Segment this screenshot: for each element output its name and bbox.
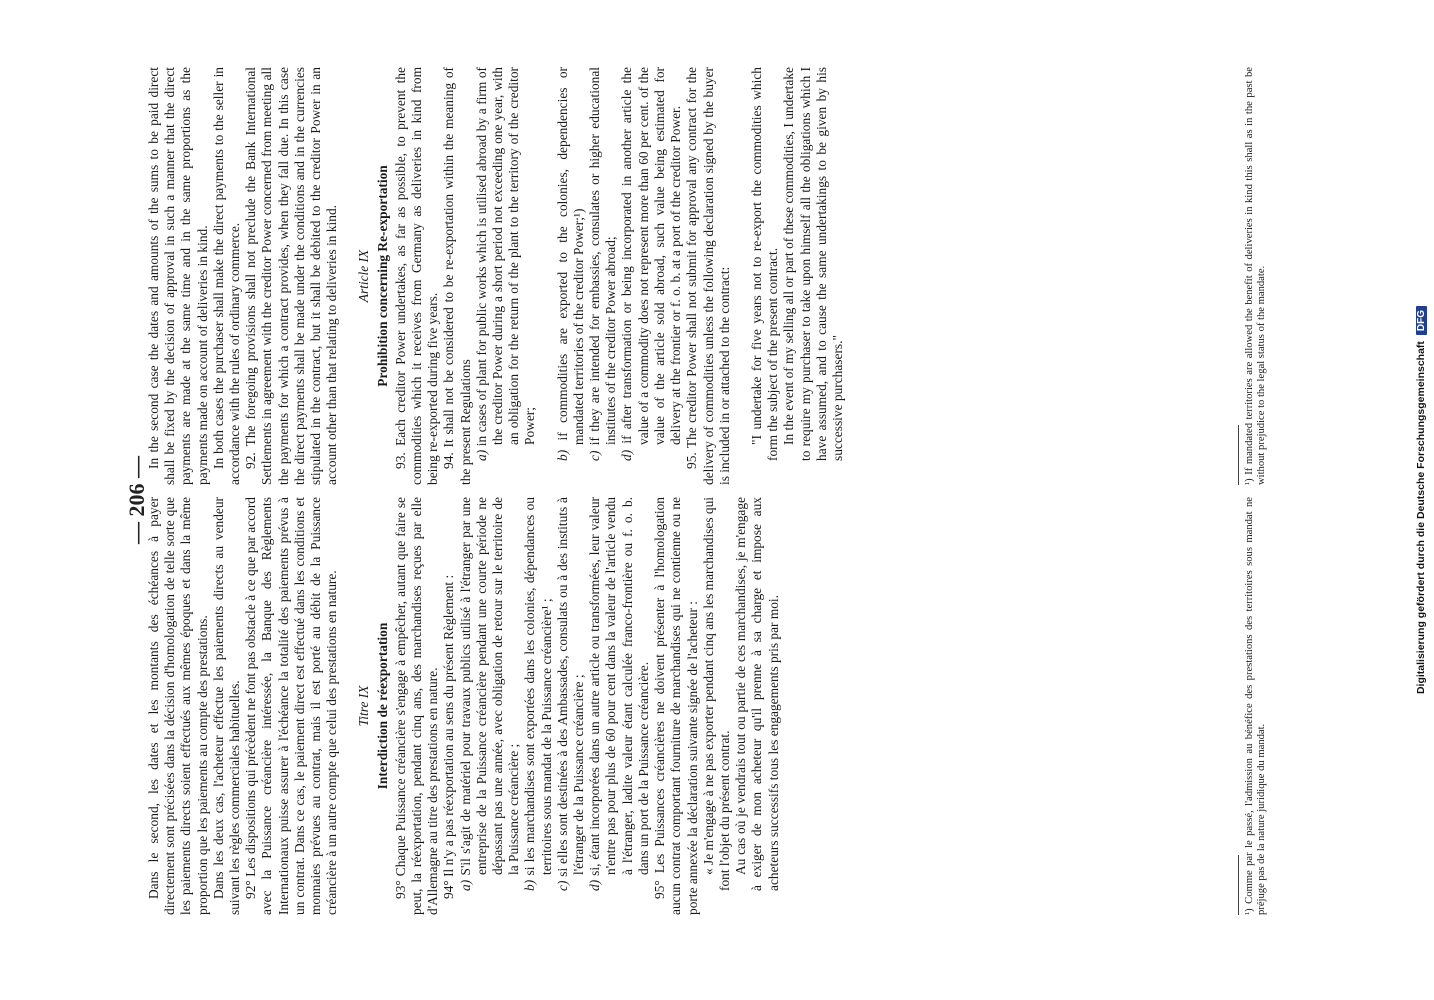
english-column	[146, 67, 1236, 485]
paragraph: 95. The creditor Power shall not submit for approval any contract for the delivery of commodities unless the following declaration signed by the buyer is included in or attached to the contract:	[684, 67, 732, 485]
paragraph: 93. Each creditor Power undertakes, as far as possible, to prevent the commodities which it receives from Germany as deliveries in kind from being re-exported during five years.	[392, 67, 441, 485]
declaration-paragraph: Au cas où je vendrais tout ou partie de ces marchandises, je m'engage à exiger de mon acheteur qu'il prenne à sa charge et impose aux acheteurs successifs tous les engagements pris par moi.	[733, 497, 781, 891]
paragraph: In both cases the purchaser shall make the direct payments to the seller in accordance with the rules of ordinary commerce.	[210, 67, 243, 485]
section-title: Titre IX	[356, 685, 372, 727]
paragraph-spacer	[539, 67, 555, 485]
item-text: in cases of plant for public works which is utilised abroad by a firm of the creditor Power during a short period not exceeding one year, with an obligation for the return of the plant to the territory of the creditor Power;	[473, 67, 538, 447]
item-text: si, étant incorporées dans un autre article ou transformées, leur valeur n'entre pas pour plus de 60 pour cent dans la valeur de l'article vendu à l'étranger, ladite valeur étant calculée franco-frontière ou f. o. b. dans un port de la Puissance créancière.	[587, 497, 651, 876]
item-text: if after transformation or being incorporated in another article the value of a commodity does not represent more than 60 per cent. of the value of the article sold abroad, such value being estimated for delivery at the frontier or f. o. b. at a port of the creditor Power.	[619, 67, 684, 445]
footnote-divider	[1238, 855, 1239, 915]
list-item	[555, 67, 587, 485]
paragraph: 92. The foregoing provisions shall not preclude the Bank International Settlements in agreement with the creditor Power concerned from meeting all the payments for which a contract provides, when they fall due. In this case the direct payments shall be made under the conditions and in the currencies stipulated in the contract, but it shall be debited to the creditor Power in an account other than that relating to deliveries in kind.	[243, 67, 340, 485]
section-heading: Interdiction de réexportation	[374, 622, 390, 790]
digitization-note	[1410, 0, 1432, 1000]
item-label: b)	[522, 879, 538, 891]
paragraph: 95° Les Puissances créancières ne doivent présenter à l'homologation aucun contrat comportant fourniture de marchandises qui ne contienne ou ne porte annexée la déclaration suivante signée de l'acheteur :	[652, 497, 700, 915]
declaration-paragraph: In the event of my selling all or part of these commodities, I undertake to require my purchaser to take upon himself all the obligations which I have assumed, and to cause the same undertakings to be given by his successive purchasers."	[781, 67, 845, 461]
item-label: c)	[587, 450, 603, 461]
section-heading: Prohibition concerning Re-exportation	[374, 165, 390, 387]
item-text: if commodities are exported to the colonies, dependencies or mandated territories of the creditor Power;¹)	[554, 67, 586, 445]
list-item	[619, 67, 684, 485]
paragraph-spacer	[733, 67, 749, 485]
paragraph: 93° Chaque Puissance créancière s'engage à empêcher, autant que faire se peut, la réexportation, pendant cinq ans, des marchandises reçues par elle d'Allemagne au titre des prestations en nature.	[392, 497, 441, 915]
declaration-paragraph: « Je m'engage à ne pas exporter pendant cinq ans les marchandises qui font l'objet du présent contrat.	[700, 497, 732, 891]
list-item	[555, 497, 587, 915]
list-item	[458, 497, 523, 915]
list-item	[522, 497, 554, 915]
digitization-text: Digitalisierung gefördert durch die Deutsche Forschungsgemeinschaft	[1415, 341, 1427, 695]
paragraph: 92° Les dispositions qui précèdent ne font pas obstacle à ce que par accord avec la Puissance créancière intéressée, la Banque des Règlements Internationaux puisse assurer à l'échéance la totalité des paiements prévus à un contrat. Dans ce cas, le paiement direct est effectué dans les conditions et monnaies prévues au contrat, mais il est porté au débit de la Puissance créancière à un autre compte que celui des prestations en nature.	[243, 497, 340, 915]
footnote-english: ¹) If mandated territories are allowed the benefit of deliveries in kind this shall as in the past be without prejudice to the legal status of the mandate.	[1244, 67, 1267, 485]
footnote-french: ¹) Comme par le passé, l'admission au bénéfice des prestations des territoires sous mandat ne préjuge pas de la nature juridique du mandat.	[1244, 497, 1267, 915]
item-label: c)	[554, 880, 570, 891]
item-label: b)	[554, 449, 570, 461]
paragraph: Dans le second, les dates et les montants des échéances à payer directement sont précisées dans la décision d'homologation de telle sorte que les paiements directs soient effectués aux mêmes époques et dans la même proportion que les paiements au compte des prestations.	[146, 497, 210, 915]
item-label: a)	[473, 449, 489, 461]
item-label: d)	[587, 879, 603, 891]
paragraph: Dans les deux cas, l'acheteur effectue les paiements directs au vendeur suivant les règles commerciales habituelles.	[210, 497, 243, 915]
item-label: a)	[457, 879, 473, 891]
paragraph: In the second case the dates and amounts of the sums to be paid direct shall be fixed by the decision of approval in such a manner that the direct payments are made at the same time and in the same proportions as the payments made on account of deliveries in kind.	[146, 67, 210, 485]
list-item	[587, 497, 652, 915]
french-column	[146, 497, 1236, 915]
page-number: — 206 —	[124, 456, 149, 544]
item-text: if they are intended for embassies, consulates or higher educational institutes of the creditor Power abroad;	[587, 67, 619, 446]
dfg-logo: DFG	[1416, 306, 1427, 335]
item-text: si elles sont destinées à des Ambassades, consulats ou à des instituts à l'étranger de la Puissance créancière ;	[554, 497, 587, 877]
paragraph: 94° Il n'y a pas réexportation au sens du présent Règlement :	[441, 574, 457, 899]
item-text: S'il s'agit de matériel pour travaux publics utilisé à l'étranger par une entreprise de la Puissance créancière pendant une courte période ne dépassant pas une année, avec obligation de retour sur le territoire de la Puissance créancière ;	[457, 497, 522, 876]
list-item	[474, 67, 539, 485]
list-item	[587, 67, 619, 485]
declaration-paragraph: "I undertake for five years not to re-export the commodities which form the subject of the present contract.	[748, 67, 781, 461]
section-title: Article IX	[356, 249, 372, 303]
item-label: d)	[619, 449, 635, 461]
footnote-divider	[1238, 425, 1239, 485]
paragraph: 94. It shall not be considered to be re-exportation within the meaning of the present Regulations	[441, 67, 473, 485]
item-text: si les marchandises sont exportées dans les colonies, dépendances ou territoires sous mandat de la Puissance créancière¹ ;	[522, 497, 554, 876]
